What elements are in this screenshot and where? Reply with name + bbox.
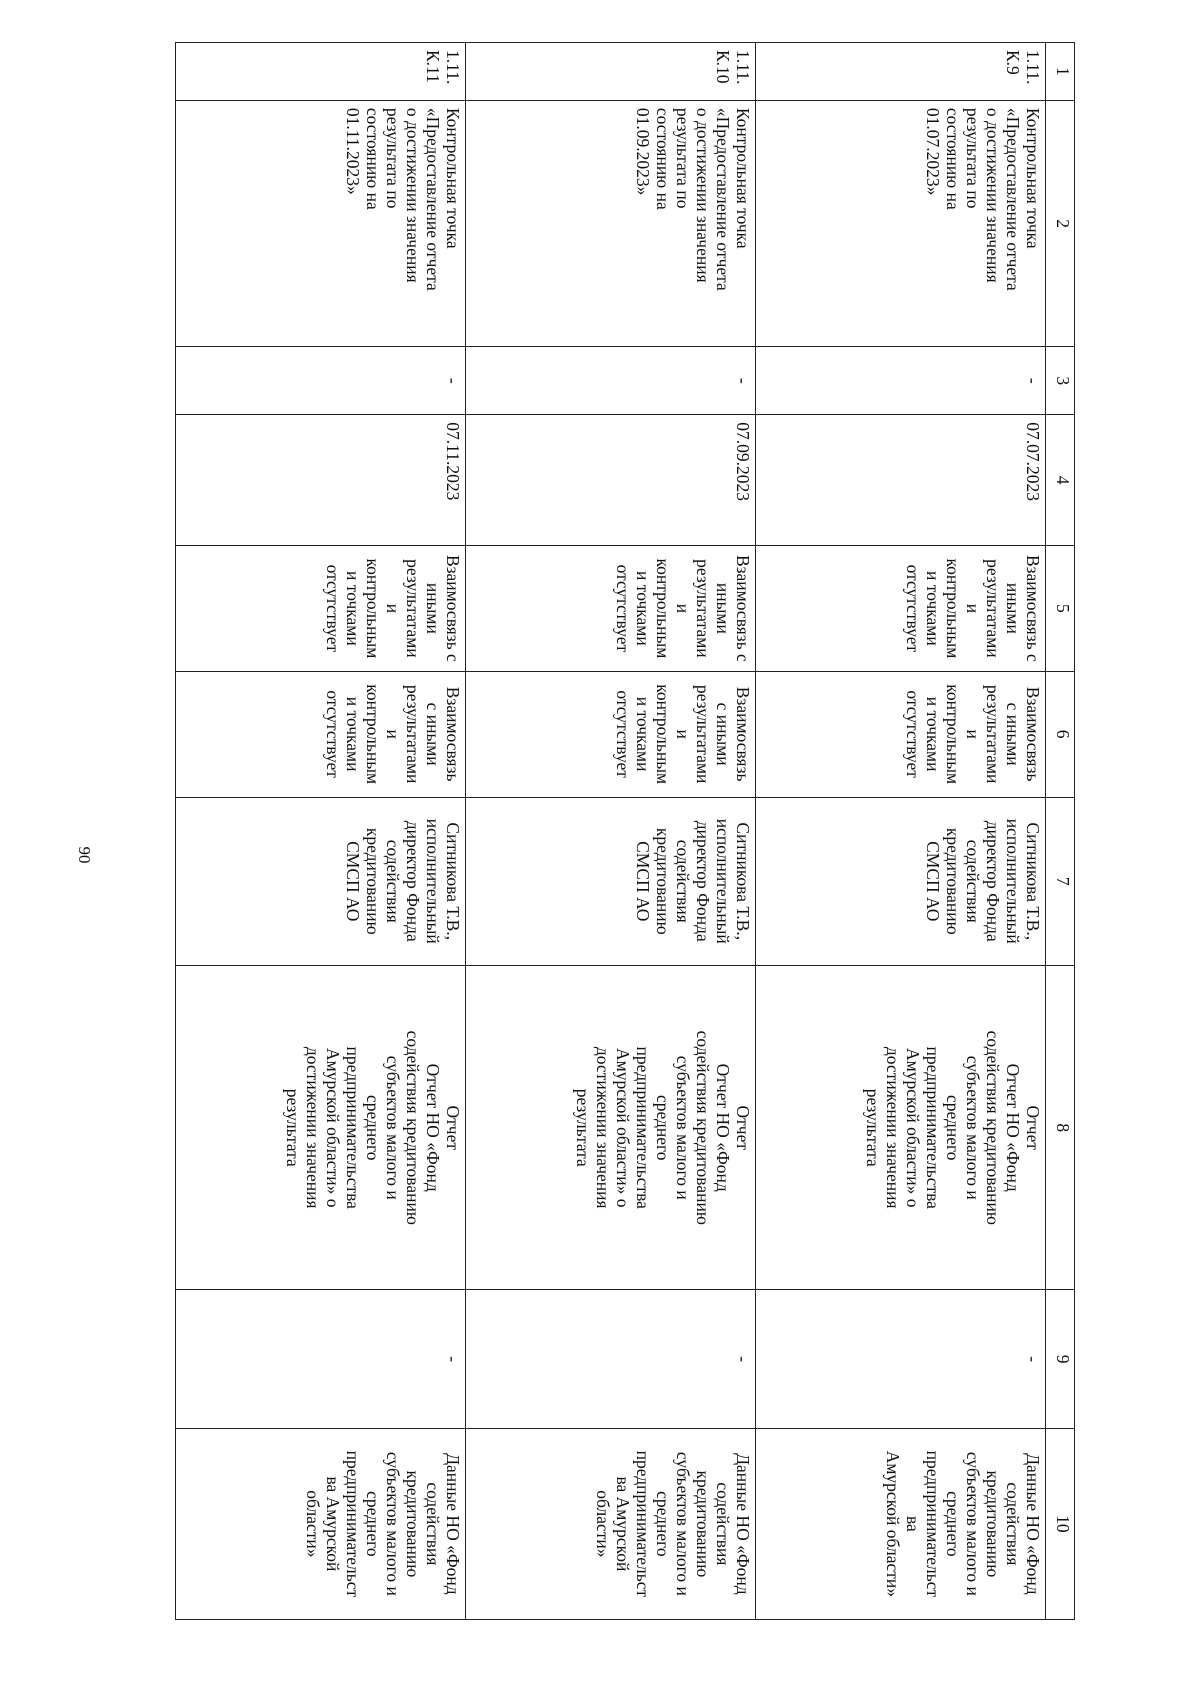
table-row: [466, 43, 756, 1620]
col3-value: -: [466, 347, 756, 415]
page-number: 90: [75, 846, 94, 864]
responsible-person: Ситникова Т.В., исполнительный директор Фонда содействия кредитованию СМСП АО: [176, 797, 466, 966]
header-col-6: 6: [1046, 671, 1075, 797]
data-source: Данные НО «Фонд содействия кредитованию субъектов малого и среднего предпринимательст ва Амурской области»: [466, 1428, 756, 1619]
data-source: Данные НО «Фонд содействия кредитованию субъектов малого и среднего предпринимательст ва Амурской области»: [756, 1428, 1046, 1619]
header-col-2: 2: [1046, 100, 1075, 346]
result-document: Отчет Отчет НО «Фонд содействия кредитованию субъектов малого и среднего предпринимательства Амурской области» о достижении значения результата: [176, 966, 466, 1290]
col3-value: -: [756, 347, 1046, 415]
relation-col5: Взаимосвязь с иными результатами и контрольным и точками отсутствует: [176, 546, 466, 672]
control-points-table: [175, 42, 1075, 1620]
header-col-3: 3: [1046, 347, 1075, 415]
due-date: 07.11.2023: [176, 415, 466, 546]
col9-value: -: [756, 1290, 1046, 1428]
relation-col6: Взаимосвязь с иными результатами и контрольным и точками отсутствует: [466, 671, 756, 797]
row-number: 1.11. К.11: [176, 43, 466, 101]
control-point-name: Контрольная точка «Предоставление отчета о достижении значения результата по состоянию на 01.09.2023»: [466, 100, 756, 346]
due-date: 07.09.2023: [466, 415, 756, 546]
header-col-7: 7: [1046, 797, 1075, 966]
result-document: Отчет Отчет НО «Фонд содействия кредитованию субъектов малого и среднего предпринимательства Амурской области» о достижении значения результата: [466, 966, 756, 1290]
header-col-9: 9: [1046, 1290, 1075, 1428]
header-col-5: 5: [1046, 546, 1075, 672]
relation-col6: Взаимосвязь с иными результатами и контрольным и точками отсутствует: [176, 671, 466, 797]
table-row: [176, 43, 466, 1620]
header-col-8: 8: [1046, 966, 1075, 1290]
relation-col5: Взаимосвязь с иными результатами и контрольным и точками отсутствует: [756, 546, 1046, 672]
header-col-1: 1: [1046, 43, 1075, 101]
rotated-table-frame: [175, 42, 1075, 1620]
table-body: [176, 43, 1046, 1620]
relation-col6: Взаимосвязь с иными результатами и контрольным и точками отсутствует: [756, 671, 1046, 797]
relation-col5: Взаимосвязь с иными результатами и контрольным и точками отсутствует: [466, 546, 756, 672]
row-number: 1.11. К.9: [756, 43, 1046, 101]
header-col-10: 10: [1046, 1428, 1075, 1619]
responsible-person: Ситникова Т.В., исполнительный директор Фонда содействия кредитованию СМСП АО: [756, 797, 1046, 966]
due-date: 07.07.2023: [756, 415, 1046, 546]
control-point-name: Контрольная точка «Предоставление отчета о достижении значения результата по состоянию на 01.07.2023»: [756, 100, 1046, 346]
table-header: [1046, 43, 1075, 1620]
table-row: [756, 43, 1046, 1620]
rotated-table-container: [175, 42, 1075, 1620]
col3-value: -: [176, 347, 466, 415]
header-col-4: 4: [1046, 415, 1075, 546]
data-source: Данные НО «Фонд содействия кредитованию субъектов малого и среднего предпринимательст ва Амурской области»: [176, 1428, 466, 1619]
result-document: Отчет Отчет НО «Фонд содействия кредитованию субъектов малого и среднего предпринимательства Амурской области» о достижении значения результата: [756, 966, 1046, 1290]
row-number: 1.11. К.10: [466, 43, 756, 101]
responsible-person: Ситникова Т.В., исполнительный директор Фонда содействия кредитованию СМСП АО: [466, 797, 756, 966]
header-row: [1046, 43, 1075, 1620]
control-point-name: Контрольная точка «Предоставление отчета о достижении значения результата по состоянию на 01.11.2023»: [176, 100, 466, 346]
col9-value: -: [466, 1290, 756, 1428]
col9-value: -: [176, 1290, 466, 1428]
